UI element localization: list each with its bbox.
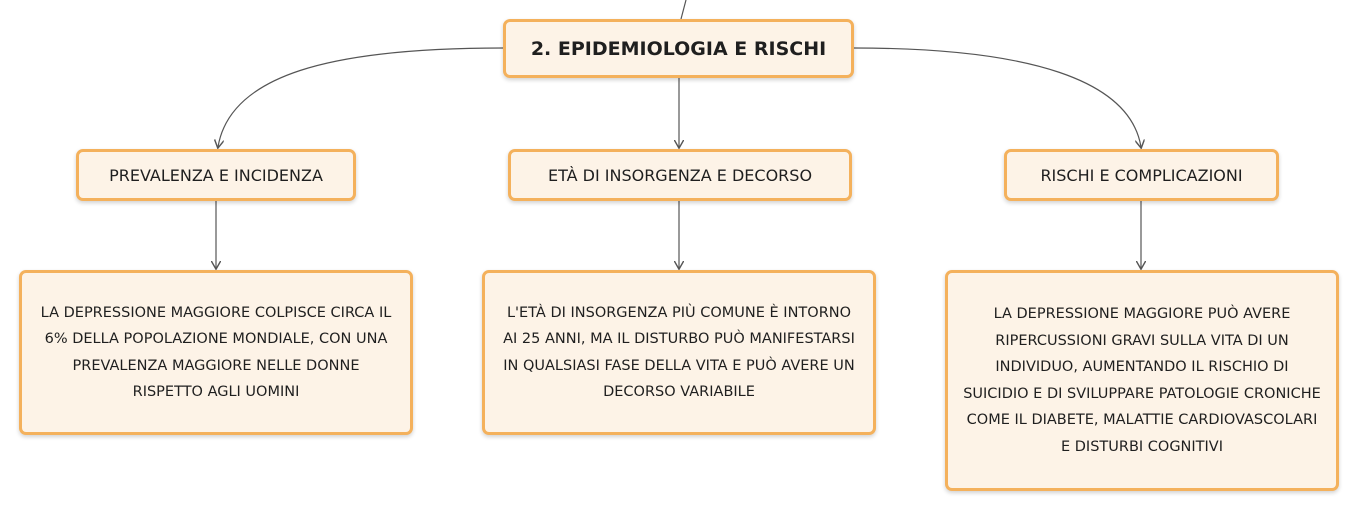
topic-prevalenza-incidenza[interactable] xyxy=(76,149,356,201)
detail-rischi[interactable] xyxy=(945,270,1339,491)
root-node[interactable] xyxy=(503,19,854,78)
root-node-label: 2. EPIDEMIOLOGIA E RISCHI xyxy=(530,37,827,60)
topic-label: RISCHI E COMPLICAZIONI xyxy=(1040,165,1243,185)
detail-eta[interactable] xyxy=(482,270,876,435)
detail-text: LA DEPRESSIONE MAGGIORE COLPISCE CIRCA IL 6% DELLA POPOLAZIONE MONDIALE, CON UNA PREVALENZA MAGGIORE NELLE DONNE RISPETTO AGLI UOMINI xyxy=(40,304,392,400)
link-root-rischi xyxy=(854,48,1141,147)
topic-label: ETÀ DI INSORGENZA E DECORSO xyxy=(547,165,813,185)
detail-text: LA DEPRESSIONE MAGGIORE PUÒ AVERE RIPERCUSSIONI GRAVI SULLA VITA DI UN INDIVIDUO, AUMENTANDO IL RISCHIO DI SUICIDIO E DI SVILUPPARE PATOLOGIE CRONICHE COME IL DIABETE, MALATTIE CARDIOVASCOLARI E DISTURBI COGNITIVI xyxy=(963,306,1321,455)
incoming-link xyxy=(681,0,686,19)
topic-eta-insorgenza-decorso[interactable] xyxy=(508,149,852,201)
topic-rischi-complicazioni[interactable] xyxy=(1004,149,1279,201)
topic-label: PREVALENZA E INCIDENZA xyxy=(109,165,323,185)
link-root-prevalenza xyxy=(218,48,503,147)
detail-text: L'ETÀ DI INSORGENZA PIÙ COMUNE È INTORNO AI 25 ANNI, MA IL DISTURBO PUÒ MANIFESTARSI IN QUALSIASI FASE DELLA VITA E PUÒ AVERE UN DECORSO VARIABILE xyxy=(503,304,855,400)
detail-prevalenza[interactable] xyxy=(19,270,413,435)
